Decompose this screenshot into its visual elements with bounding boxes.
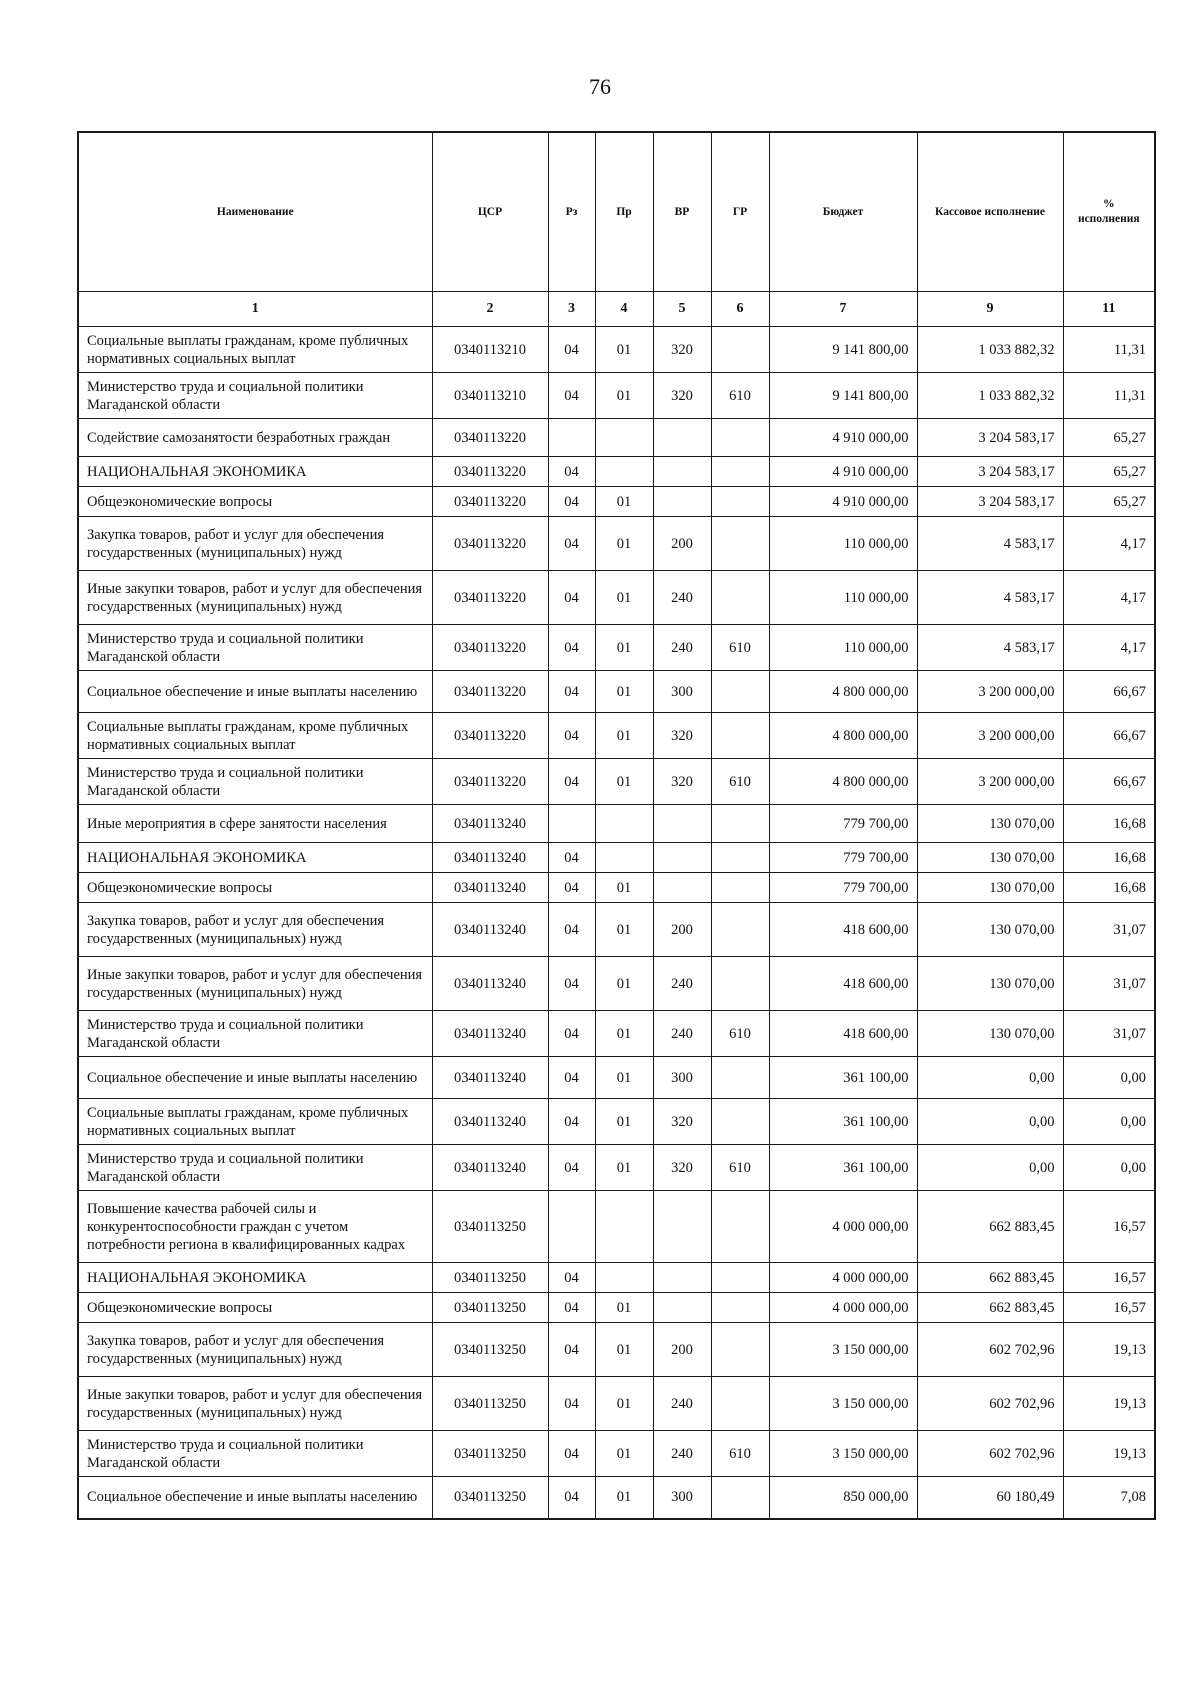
row-name: Закупка товаров, работ и услуг для обеспечения государственных (муниципальных) нужд xyxy=(78,1323,432,1377)
row-gr xyxy=(711,1477,769,1519)
row-csr: 0340113220 xyxy=(432,713,548,759)
row-pr: 01 xyxy=(595,327,653,373)
row-gr xyxy=(711,419,769,457)
row-percent: 11,31 xyxy=(1063,373,1155,419)
row-rz xyxy=(548,419,595,457)
row-executed: 662 883,45 xyxy=(917,1293,1063,1323)
row-csr: 0340113210 xyxy=(432,327,548,373)
table-row xyxy=(78,419,1155,457)
row-csr: 0340113240 xyxy=(432,1099,548,1145)
row-rz: 04 xyxy=(548,1263,595,1293)
table-row xyxy=(78,759,1155,805)
row-budget: 418 600,00 xyxy=(769,1011,917,1057)
row-csr: 0340113250 xyxy=(432,1323,548,1377)
row-vr xyxy=(653,805,711,843)
row-executed: 4 583,17 xyxy=(917,625,1063,671)
row-name: Министерство труда и социальной политики Магаданской области xyxy=(78,1011,432,1057)
row-budget: 4 800 000,00 xyxy=(769,713,917,759)
row-vr xyxy=(653,487,711,517)
row-name: Министерство труда и социальной политики Магаданской области xyxy=(78,1145,432,1191)
row-name: Социальное обеспечение и иные выплаты населению xyxy=(78,1057,432,1099)
row-pr: 01 xyxy=(595,759,653,805)
row-pr: 01 xyxy=(595,1011,653,1057)
row-vr: 320 xyxy=(653,713,711,759)
row-percent: 16,68 xyxy=(1063,873,1155,903)
row-vr: 320 xyxy=(653,759,711,805)
row-gr: 610 xyxy=(711,1145,769,1191)
row-executed: 0,00 xyxy=(917,1099,1063,1145)
row-rz: 04 xyxy=(548,1011,595,1057)
table-row xyxy=(78,457,1155,487)
row-gr xyxy=(711,671,769,713)
row-vr: 240 xyxy=(653,1011,711,1057)
row-pr: 01 xyxy=(595,713,653,759)
row-rz xyxy=(548,805,595,843)
row-percent: 0,00 xyxy=(1063,1057,1155,1099)
row-pr: 01 xyxy=(595,873,653,903)
row-vr: 240 xyxy=(653,1377,711,1431)
row-name: Иные закупки товаров, работ и услуг для обеспечения государственных (муниципальных) нужд xyxy=(78,957,432,1011)
row-vr xyxy=(653,843,711,873)
table-row xyxy=(78,873,1155,903)
row-csr: 0340113250 xyxy=(432,1293,548,1323)
row-csr: 0340113240 xyxy=(432,1011,548,1057)
row-vr: 300 xyxy=(653,1057,711,1099)
table-row xyxy=(78,1099,1155,1145)
table-row xyxy=(78,957,1155,1011)
row-gr xyxy=(711,1057,769,1099)
row-gr xyxy=(711,1191,769,1263)
row-executed: 3 200 000,00 xyxy=(917,671,1063,713)
row-gr xyxy=(711,571,769,625)
row-name: Социальные выплаты гражданам, кроме публичных нормативных социальных выплат xyxy=(78,1099,432,1145)
row-vr xyxy=(653,1191,711,1263)
row-executed: 130 070,00 xyxy=(917,903,1063,957)
row-csr: 0340113220 xyxy=(432,671,548,713)
row-executed: 602 702,96 xyxy=(917,1377,1063,1431)
row-budget: 9 141 800,00 xyxy=(769,373,917,419)
row-rz: 04 xyxy=(548,1145,595,1191)
row-gr xyxy=(711,1377,769,1431)
row-csr: 0340113250 xyxy=(432,1263,548,1293)
row-vr: 200 xyxy=(653,1323,711,1377)
table-row xyxy=(78,1477,1155,1519)
table-row xyxy=(78,517,1155,571)
row-budget: 110 000,00 xyxy=(769,517,917,571)
table-row xyxy=(78,1011,1155,1057)
row-budget: 361 100,00 xyxy=(769,1057,917,1099)
row-pr: 01 xyxy=(595,671,653,713)
row-budget: 850 000,00 xyxy=(769,1477,917,1519)
table-row xyxy=(78,571,1155,625)
header-executed: Кассовое исполнение xyxy=(917,132,1063,292)
row-pr: 01 xyxy=(595,1477,653,1519)
row-percent: 65,27 xyxy=(1063,457,1155,487)
table-row xyxy=(78,625,1155,671)
row-name: Общеэкономические вопросы xyxy=(78,1293,432,1323)
row-percent: 19,13 xyxy=(1063,1377,1155,1431)
row-name: Социальные выплаты гражданам, кроме публичных нормативных социальных выплат xyxy=(78,713,432,759)
row-rz: 04 xyxy=(548,1477,595,1519)
row-pr: 01 xyxy=(595,625,653,671)
row-vr: 300 xyxy=(653,1477,711,1519)
row-name: НАЦИОНАЛЬНАЯ ЭКОНОМИКА xyxy=(78,1263,432,1293)
row-name: Министерство труда и социальной политики Магаданской области xyxy=(78,373,432,419)
row-gr xyxy=(711,957,769,1011)
row-executed: 3 204 583,17 xyxy=(917,419,1063,457)
row-vr: 200 xyxy=(653,903,711,957)
row-budget: 4 800 000,00 xyxy=(769,671,917,713)
table-row xyxy=(78,1057,1155,1099)
row-budget: 4 000 000,00 xyxy=(769,1293,917,1323)
row-gr xyxy=(711,327,769,373)
row-csr: 0340113250 xyxy=(432,1377,548,1431)
row-vr xyxy=(653,457,711,487)
row-percent: 11,31 xyxy=(1063,327,1155,373)
row-rz: 04 xyxy=(548,373,595,419)
row-percent: 4,17 xyxy=(1063,571,1155,625)
row-gr xyxy=(711,517,769,571)
budget-execution-table xyxy=(77,131,1156,1520)
row-csr: 0340113240 xyxy=(432,873,548,903)
row-executed: 3 204 583,17 xyxy=(917,487,1063,517)
row-name: Социальное обеспечение и иные выплаты населению xyxy=(78,671,432,713)
row-percent: 66,67 xyxy=(1063,713,1155,759)
row-budget: 4 000 000,00 xyxy=(769,1191,917,1263)
row-vr xyxy=(653,419,711,457)
header-budget: Бюджет xyxy=(769,132,917,292)
column-number: 5 xyxy=(653,292,711,327)
row-budget: 4 910 000,00 xyxy=(769,457,917,487)
row-executed: 1 033 882,32 xyxy=(917,327,1063,373)
row-executed: 662 883,45 xyxy=(917,1191,1063,1263)
row-pr: 01 xyxy=(595,487,653,517)
row-percent: 0,00 xyxy=(1063,1099,1155,1145)
row-executed: 130 070,00 xyxy=(917,805,1063,843)
row-rz: 04 xyxy=(548,1323,595,1377)
row-name: Закупка товаров, работ и услуг для обеспечения государственных (муниципальных) нужд xyxy=(78,903,432,957)
row-rz: 04 xyxy=(548,487,595,517)
row-executed: 1 033 882,32 xyxy=(917,373,1063,419)
column-number-row xyxy=(78,292,1155,327)
row-csr: 0340113220 xyxy=(432,457,548,487)
row-executed: 602 702,96 xyxy=(917,1431,1063,1477)
row-budget: 361 100,00 xyxy=(769,1145,917,1191)
row-percent: 65,27 xyxy=(1063,487,1155,517)
table-row xyxy=(78,903,1155,957)
row-executed: 60 180,49 xyxy=(917,1477,1063,1519)
row-budget: 110 000,00 xyxy=(769,625,917,671)
row-csr: 0340113210 xyxy=(432,373,548,419)
table-row xyxy=(78,1263,1155,1293)
row-percent: 16,57 xyxy=(1063,1293,1155,1323)
row-percent: 19,13 xyxy=(1063,1323,1155,1377)
row-name: Общеэкономические вопросы xyxy=(78,873,432,903)
column-number: 7 xyxy=(769,292,917,327)
row-budget: 418 600,00 xyxy=(769,957,917,1011)
row-csr: 0340113220 xyxy=(432,759,548,805)
row-name: Социальное обеспечение и иные выплаты населению xyxy=(78,1477,432,1519)
row-csr: 0340113220 xyxy=(432,419,548,457)
row-gr: 610 xyxy=(711,625,769,671)
row-csr: 0340113240 xyxy=(432,1145,548,1191)
row-name: Иные мероприятия в сфере занятости населения xyxy=(78,805,432,843)
row-executed: 662 883,45 xyxy=(917,1263,1063,1293)
row-budget: 779 700,00 xyxy=(769,843,917,873)
row-budget: 4 910 000,00 xyxy=(769,487,917,517)
table-row xyxy=(78,671,1155,713)
row-csr: 0340113240 xyxy=(432,903,548,957)
row-percent: 31,07 xyxy=(1063,1011,1155,1057)
row-rz: 04 xyxy=(548,457,595,487)
row-vr: 300 xyxy=(653,671,711,713)
row-csr: 0340113250 xyxy=(432,1191,548,1263)
row-rz: 04 xyxy=(548,903,595,957)
row-name: Повышение качества рабочей силы и конкурентоспособности граждан с учетом потребности региона в квалифицированных кадрах xyxy=(78,1191,432,1263)
table-row xyxy=(78,327,1155,373)
table-row xyxy=(78,843,1155,873)
row-vr: 240 xyxy=(653,625,711,671)
row-budget: 110 000,00 xyxy=(769,571,917,625)
row-pr xyxy=(595,1191,653,1263)
row-name: НАЦИОНАЛЬНАЯ ЭКОНОМИКА xyxy=(78,843,432,873)
row-percent: 16,68 xyxy=(1063,843,1155,873)
table-row xyxy=(78,805,1155,843)
column-number: 6 xyxy=(711,292,769,327)
row-executed: 3 200 000,00 xyxy=(917,713,1063,759)
row-vr xyxy=(653,873,711,903)
row-rz: 04 xyxy=(548,873,595,903)
row-executed: 4 583,17 xyxy=(917,517,1063,571)
row-pr: 01 xyxy=(595,1145,653,1191)
row-percent: 65,27 xyxy=(1063,419,1155,457)
table-row xyxy=(78,1145,1155,1191)
column-number: 3 xyxy=(548,292,595,327)
row-gr xyxy=(711,713,769,759)
row-budget: 3 150 000,00 xyxy=(769,1431,917,1477)
row-name: Общеэкономические вопросы xyxy=(78,487,432,517)
row-percent: 7,08 xyxy=(1063,1477,1155,1519)
row-percent: 0,00 xyxy=(1063,1145,1155,1191)
header-vr: ВР xyxy=(653,132,711,292)
row-name: Министерство труда и социальной политики Магаданской области xyxy=(78,1431,432,1477)
row-gr: 610 xyxy=(711,1431,769,1477)
table-body xyxy=(78,327,1155,1519)
row-percent: 16,57 xyxy=(1063,1263,1155,1293)
row-gr: 610 xyxy=(711,1011,769,1057)
page-number: 76 xyxy=(589,74,611,99)
row-executed: 130 070,00 xyxy=(917,957,1063,1011)
row-gr: 610 xyxy=(711,759,769,805)
row-budget: 418 600,00 xyxy=(769,903,917,957)
row-gr: 610 xyxy=(711,373,769,419)
row-vr: 240 xyxy=(653,1431,711,1477)
column-number: 2 xyxy=(432,292,548,327)
table-row xyxy=(78,1377,1155,1431)
row-vr: 320 xyxy=(653,1145,711,1191)
row-pr xyxy=(595,457,653,487)
header-percent: % исполнения xyxy=(1063,132,1155,292)
header-row xyxy=(78,132,1155,292)
row-executed: 130 070,00 xyxy=(917,873,1063,903)
row-name: Закупка товаров, работ и услуг для обеспечения государственных (муниципальных) нужд xyxy=(78,517,432,571)
row-pr: 01 xyxy=(595,1323,653,1377)
row-budget: 3 150 000,00 xyxy=(769,1377,917,1431)
row-pr: 01 xyxy=(595,517,653,571)
row-pr: 01 xyxy=(595,903,653,957)
row-rz: 04 xyxy=(548,1057,595,1099)
row-gr xyxy=(711,1323,769,1377)
row-name: Социальные выплаты гражданам, кроме публичных нормативных социальных выплат xyxy=(78,327,432,373)
table-row xyxy=(78,487,1155,517)
row-percent: 4,17 xyxy=(1063,625,1155,671)
header-pr: Пр xyxy=(595,132,653,292)
row-rz: 04 xyxy=(548,843,595,873)
row-pr xyxy=(595,419,653,457)
row-executed: 0,00 xyxy=(917,1145,1063,1191)
row-executed: 0,00 xyxy=(917,1057,1063,1099)
row-pr: 01 xyxy=(595,1057,653,1099)
row-vr: 320 xyxy=(653,373,711,419)
table-row xyxy=(78,1191,1155,1263)
row-gr xyxy=(711,805,769,843)
row-name: НАЦИОНАЛЬНАЯ ЭКОНОМИКА xyxy=(78,457,432,487)
row-csr: 0340113240 xyxy=(432,843,548,873)
row-csr: 0340113250 xyxy=(432,1477,548,1519)
row-gr xyxy=(711,487,769,517)
row-gr xyxy=(711,1293,769,1323)
header-gr: ГР xyxy=(711,132,769,292)
row-vr: 320 xyxy=(653,1099,711,1145)
row-rz: 04 xyxy=(548,957,595,1011)
row-percent: 19,13 xyxy=(1063,1431,1155,1477)
row-name: Министерство труда и социальной политики Магаданской области xyxy=(78,759,432,805)
table-row xyxy=(78,713,1155,759)
header-csr: ЦСР xyxy=(432,132,548,292)
row-rz: 04 xyxy=(548,625,595,671)
row-rz: 04 xyxy=(548,1377,595,1431)
table-row xyxy=(78,1323,1155,1377)
row-budget: 4 910 000,00 xyxy=(769,419,917,457)
row-executed: 3 204 583,17 xyxy=(917,457,1063,487)
row-rz: 04 xyxy=(548,671,595,713)
row-vr: 320 xyxy=(653,327,711,373)
row-csr: 0340113250 xyxy=(432,1431,548,1477)
row-pr: 01 xyxy=(595,1293,653,1323)
row-gr xyxy=(711,1099,769,1145)
row-vr: 240 xyxy=(653,957,711,1011)
row-budget: 361 100,00 xyxy=(769,1099,917,1145)
row-rz: 04 xyxy=(548,1099,595,1145)
row-rz: 04 xyxy=(548,571,595,625)
row-executed: 3 200 000,00 xyxy=(917,759,1063,805)
header-name: Наименование xyxy=(78,132,432,292)
row-executed: 130 070,00 xyxy=(917,1011,1063,1057)
row-vr xyxy=(653,1293,711,1323)
row-pr: 01 xyxy=(595,1431,653,1477)
row-percent: 31,07 xyxy=(1063,957,1155,1011)
row-rz: 04 xyxy=(548,713,595,759)
row-gr xyxy=(711,1263,769,1293)
row-csr: 0340113240 xyxy=(432,1057,548,1099)
row-rz xyxy=(548,1191,595,1263)
row-executed: 602 702,96 xyxy=(917,1323,1063,1377)
row-vr: 240 xyxy=(653,571,711,625)
row-csr: 0340113220 xyxy=(432,517,548,571)
row-name: Министерство труда и социальной политики Магаданской области xyxy=(78,625,432,671)
row-percent: 16,68 xyxy=(1063,805,1155,843)
header-rz: Рз xyxy=(548,132,595,292)
row-budget: 4 800 000,00 xyxy=(769,759,917,805)
row-pr: 01 xyxy=(595,957,653,1011)
table-row xyxy=(78,1293,1155,1323)
row-csr: 0340113240 xyxy=(432,957,548,1011)
column-number: 9 xyxy=(917,292,1063,327)
row-executed: 130 070,00 xyxy=(917,843,1063,873)
row-budget: 779 700,00 xyxy=(769,873,917,903)
row-vr: 200 xyxy=(653,517,711,571)
row-csr: 0340113220 xyxy=(432,571,548,625)
row-pr: 01 xyxy=(595,571,653,625)
column-number: 4 xyxy=(595,292,653,327)
row-budget: 3 150 000,00 xyxy=(769,1323,917,1377)
row-name: Иные закупки товаров, работ и услуг для обеспечения государственных (муниципальных) нужд xyxy=(78,571,432,625)
row-budget: 9 141 800,00 xyxy=(769,327,917,373)
row-percent: 66,67 xyxy=(1063,671,1155,713)
row-rz: 04 xyxy=(548,1431,595,1477)
row-rz: 04 xyxy=(548,1293,595,1323)
column-number: 11 xyxy=(1063,292,1155,327)
row-rz: 04 xyxy=(548,327,595,373)
row-pr: 01 xyxy=(595,373,653,419)
column-number: 1 xyxy=(78,292,432,327)
row-executed: 4 583,17 xyxy=(917,571,1063,625)
row-rz: 04 xyxy=(548,759,595,805)
row-percent: 31,07 xyxy=(1063,903,1155,957)
row-gr xyxy=(711,903,769,957)
row-csr: 0340113240 xyxy=(432,805,548,843)
row-gr xyxy=(711,457,769,487)
row-percent: 4,17 xyxy=(1063,517,1155,571)
row-name: Иные закупки товаров, работ и услуг для обеспечения государственных (муниципальных) нужд xyxy=(78,1377,432,1431)
row-gr xyxy=(711,843,769,873)
row-rz: 04 xyxy=(548,517,595,571)
row-pr xyxy=(595,843,653,873)
row-pr xyxy=(595,805,653,843)
row-percent: 16,57 xyxy=(1063,1191,1155,1263)
row-budget: 779 700,00 xyxy=(769,805,917,843)
table-row xyxy=(78,1431,1155,1477)
row-vr xyxy=(653,1263,711,1293)
row-percent: 66,67 xyxy=(1063,759,1155,805)
row-gr xyxy=(711,873,769,903)
row-name: Содействие самозанятости безработных граждан xyxy=(78,419,432,457)
row-csr: 0340113220 xyxy=(432,625,548,671)
row-pr: 01 xyxy=(595,1099,653,1145)
table-row xyxy=(78,373,1155,419)
row-budget: 4 000 000,00 xyxy=(769,1263,917,1293)
row-pr: 01 xyxy=(595,1377,653,1431)
row-csr: 0340113220 xyxy=(432,487,548,517)
row-pr xyxy=(595,1263,653,1293)
